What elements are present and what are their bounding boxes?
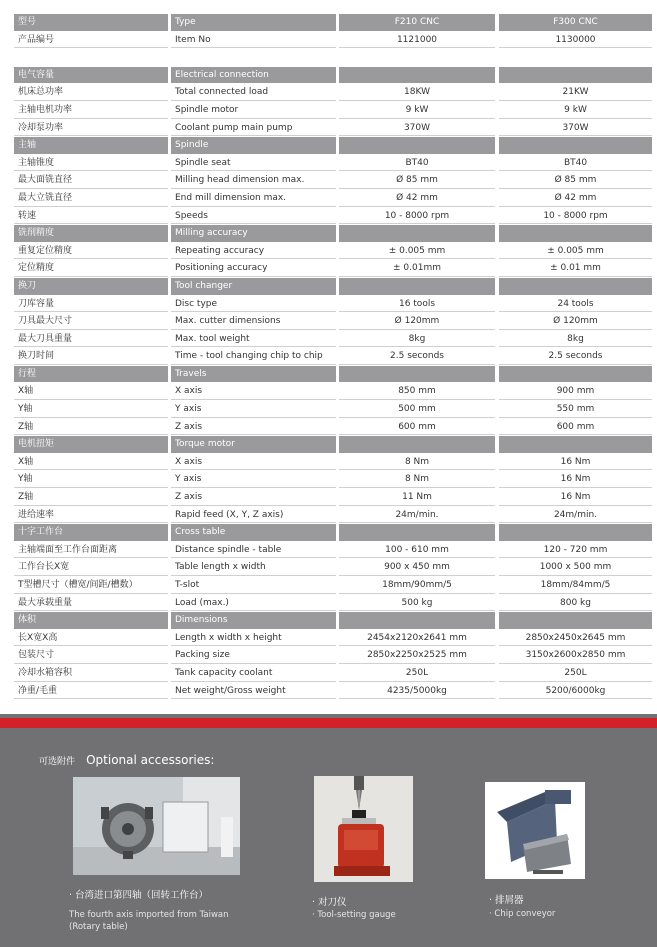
spec-label-en: Coolant pump main pump: [171, 120, 336, 137]
spec-label-cn: 最大面铣直径: [14, 172, 168, 189]
spec-row: [14, 630, 657, 648]
spec-row: [14, 84, 657, 102]
spec-label-cn: 主轴锥度: [14, 155, 168, 172]
spec-value-f210: [339, 137, 495, 154]
spec-row: [14, 542, 657, 560]
spec-section-row: [14, 67, 657, 85]
spec-value-f210: [339, 67, 495, 84]
spec-label-en: Length x width x height: [171, 630, 336, 647]
spec-value-f210: [339, 436, 495, 453]
spec-value-f210: 9 kW: [339, 102, 495, 119]
spec-value-f210: [339, 49, 495, 66]
spec-value-f210: 100 - 610 mm: [339, 542, 495, 559]
spec-label-en: Milling head dimension max.: [171, 172, 336, 189]
spec-label-cn: 行程: [14, 366, 168, 383]
spec-value-f300: [499, 612, 652, 629]
spec-label-cn: 包装尺寸: [14, 647, 168, 664]
spec-section-row: [14, 436, 657, 454]
accessory-3-en: · Chip conveyor: [489, 909, 556, 919]
spec-value-f210: 16 tools: [339, 296, 495, 313]
accessory-1-en-line1: The fourth axis imported from Taiwan: [69, 910, 229, 920]
spec-value-f300: 3150x2600x2850 mm: [499, 647, 652, 664]
accessories-title-cn: 可选附件: [39, 757, 76, 767]
spec-label-en: Spindle: [171, 137, 336, 154]
spec-value-f300: 24m/min.: [499, 507, 652, 524]
accessory-3-cn: · 排屑器: [489, 895, 524, 906]
spec-label-en: End mill dimension max.: [171, 190, 336, 207]
spec-value-f210: ± 0.005 mm: [339, 243, 495, 260]
spec-value-f300: 8kg: [499, 331, 652, 348]
spec-row: [14, 507, 657, 525]
spec-label-cn: 最大承载重量: [14, 595, 168, 612]
spec-label-en: Time - tool changing chip to chip: [171, 348, 336, 365]
spec-label-en: Tool changer: [171, 278, 336, 295]
spec-label-cn: 最大立铣直径: [14, 190, 168, 207]
spec-value-f300: 18mm/84mm/5: [499, 577, 652, 594]
spec-label-en: Speeds: [171, 208, 336, 225]
spec-label-cn: Y轴: [14, 401, 168, 418]
spec-label-en: Torque motor: [171, 436, 336, 453]
spec-value-f300: 5200/6000kg: [499, 683, 652, 700]
spec-label-en: Repeating accuracy: [171, 243, 336, 260]
spec-row: [14, 559, 657, 577]
spec-label-en: Positioning accuracy: [171, 260, 336, 277]
spec-value-f300: [499, 524, 652, 541]
rotary-table-image: [73, 777, 240, 875]
spec-value-f300: 16 Nm: [499, 454, 652, 471]
spec-value-f210: Ø 120mm: [339, 313, 495, 330]
spec-label-en: Spindle seat: [171, 155, 336, 172]
spec-row: [14, 208, 657, 226]
spec-value-f300: 370W: [499, 120, 652, 137]
spec-label-cn: 最大刀具重量: [14, 331, 168, 348]
spec-label-cn: 刀库容量: [14, 296, 168, 313]
spec-value-f300: 2850x2450x2645 mm: [499, 630, 652, 647]
spec-value-f300: 120 - 720 mm: [499, 542, 652, 559]
spec-row: [14, 401, 657, 419]
spec-label-en: Y axis: [171, 401, 336, 418]
spec-row: [14, 155, 657, 173]
spec-value-f300: 2.5 seconds: [499, 348, 652, 365]
spec-section-row: [14, 225, 657, 243]
spec-row: [14, 190, 657, 208]
spec-value-f210: 850 mm: [339, 383, 495, 400]
spec-value-f210: [339, 524, 495, 541]
spec-value-f210: 2850x2250x2525 mm: [339, 647, 495, 664]
spec-label-en: X axis: [171, 454, 336, 471]
spec-value-f300: 1130000: [499, 32, 652, 49]
spec-value-f300: 16 Nm: [499, 489, 652, 506]
accessory-2-cn: · 对刀仪: [312, 897, 347, 908]
spec-label-en: Rapid feed (X, Y, Z axis): [171, 507, 336, 524]
spec-row: [14, 172, 657, 190]
spec-row: [14, 32, 657, 50]
spec-row: [14, 471, 657, 489]
spec-label-en: Z axis: [171, 489, 336, 506]
spec-row: [14, 102, 657, 120]
spec-value-f210: 600 mm: [339, 419, 495, 436]
spec-value-f210: [339, 225, 495, 242]
spec-value-f300: [499, 49, 652, 66]
spec-label-cn: 换刀时间: [14, 348, 168, 365]
spec-row: [14, 313, 657, 331]
spec-label-en: Travels: [171, 366, 336, 383]
spec-value-f210: [339, 278, 495, 295]
spec-row: [14, 49, 657, 67]
spec-value-f300: 24 tools: [499, 296, 652, 313]
spec-row: [14, 383, 657, 401]
spec-row: [14, 665, 657, 683]
spec-label-en: X axis: [171, 383, 336, 400]
spec-value-f300: 10 - 8000 rpm: [499, 208, 652, 225]
spec-value-f210: F210 CNC: [339, 14, 495, 31]
spec-value-f210: 8kg: [339, 331, 495, 348]
spec-value-f300: 800 kg: [499, 595, 652, 612]
spec-row: [14, 595, 657, 613]
spec-label-cn: T型槽尺寸（槽宽/间距/槽数）: [14, 577, 168, 594]
spec-value-f300: [499, 137, 652, 154]
spec-label-cn: 电机扭矩: [14, 436, 168, 453]
spec-value-f300: ± 0.005 mm: [499, 243, 652, 260]
accessory-1-cn: · 台湾进口第四轴（回转工作台）: [69, 890, 209, 901]
spec-label-en: Cross table: [171, 524, 336, 541]
spec-value-f210: 4235/5000kg: [339, 683, 495, 700]
spec-label-cn: 转速: [14, 208, 168, 225]
spec-value-f300: 1000 x 500 mm: [499, 559, 652, 576]
spec-value-f210: 11 Nm: [339, 489, 495, 506]
spec-value-f210: 500 mm: [339, 401, 495, 418]
spec-section-row: [14, 524, 657, 542]
spec-value-f210: 250L: [339, 665, 495, 682]
spec-value-f210: 1121000: [339, 32, 495, 49]
spec-label-cn: 体积: [14, 612, 168, 629]
spec-value-f210: 2.5 seconds: [339, 348, 495, 365]
spec-label-en: Y axis: [171, 471, 336, 488]
spec-label-en: Z axis: [171, 419, 336, 436]
spec-row: [14, 296, 657, 314]
spec-value-f300: [499, 67, 652, 84]
spec-value-f300: [499, 225, 652, 242]
spec-value-f300: [499, 366, 652, 383]
spec-label-en: Item No: [171, 32, 336, 49]
spec-row: [14, 348, 657, 366]
spec-row: [14, 260, 657, 278]
spec-value-f300: Ø 120mm: [499, 313, 652, 330]
spec-label-en: Table length x width: [171, 559, 336, 576]
spec-value-f210: 370W: [339, 120, 495, 137]
spec-label-en: Max. tool weight: [171, 331, 336, 348]
red-accent-bar: [0, 718, 657, 728]
spec-value-f300: F300 CNC: [499, 14, 652, 31]
accessories-title: [39, 749, 214, 768]
spec-value-f300: 550 mm: [499, 401, 652, 418]
spec-value-f210: 8 Nm: [339, 471, 495, 488]
spec-label-en: Packing size: [171, 647, 336, 664]
spec-value-f210: 2454x2120x2641 mm: [339, 630, 495, 647]
spec-label-cn: Z轴: [14, 419, 168, 436]
spec-label-cn: 十字工作台: [14, 524, 168, 541]
spec-label-cn: 冷却水箱容积: [14, 665, 168, 682]
spec-label-en: Dimensions: [171, 612, 336, 629]
spec-value-f300: 900 mm: [499, 383, 652, 400]
spec-label-cn: 进给速率: [14, 507, 168, 524]
spec-value-f210: 8 Nm: [339, 454, 495, 471]
spec-table: [14, 14, 657, 700]
spec-value-f300: BT40: [499, 155, 652, 172]
spec-label-en: Milling accuracy: [171, 225, 336, 242]
spec-label-cn: 换刀: [14, 278, 168, 295]
spec-value-f210: 10 - 8000 rpm: [339, 208, 495, 225]
spec-value-f300: 21KW: [499, 84, 652, 101]
spec-value-f300: Ø 85 mm: [499, 172, 652, 189]
spec-section-row: [14, 137, 657, 155]
spec-label-cn: 型号: [14, 14, 168, 31]
spec-section-row: [14, 14, 657, 32]
accessory-2-en: · Tool-setting gauge: [312, 910, 396, 920]
spec-value-f210: [339, 612, 495, 629]
spec-label-cn: 主轴电机功率: [14, 102, 168, 119]
spec-label-cn: 重复定位精度: [14, 243, 168, 260]
spec-label-en: [171, 49, 336, 66]
chip-conveyor-image: [485, 782, 585, 879]
spec-value-f210: 500 kg: [339, 595, 495, 612]
spec-label-cn: 主轴端面至工作台面距离: [14, 542, 168, 559]
spec-row: [14, 683, 657, 701]
spec-label-cn: 刀具最大尺寸: [14, 313, 168, 330]
spec-row: [14, 577, 657, 595]
spec-label-cn: Y轴: [14, 471, 168, 488]
accessories-title-en: Optional accessories:: [86, 753, 215, 767]
spec-label-en: Type: [171, 14, 336, 31]
spec-label-cn: 产品编号: [14, 32, 168, 49]
spec-row: [14, 331, 657, 349]
spec-label-en: Spindle motor: [171, 102, 336, 119]
accessory-1-en-line2: (Rotary table): [69, 922, 128, 932]
spec-section-row: [14, 366, 657, 384]
spec-label-cn: 工作台长X宽: [14, 559, 168, 576]
spec-label-cn: Z轴: [14, 489, 168, 506]
spec-label-cn: 机床总功率: [14, 84, 168, 101]
spec-value-f300: Ø 42 mm: [499, 190, 652, 207]
spec-value-f210: Ø 85 mm: [339, 172, 495, 189]
spec-label-cn: 主轴: [14, 137, 168, 154]
spec-value-f300: 250L: [499, 665, 652, 682]
spec-label-en: Tank capacity coolant: [171, 665, 336, 682]
spec-row: [14, 243, 657, 261]
spec-value-f300: 16 Nm: [499, 471, 652, 488]
spec-label-cn: 定位精度: [14, 260, 168, 277]
spec-row: [14, 647, 657, 665]
tool-setting-gauge-image: [314, 776, 413, 882]
spec-label-cn: 长X宽X高: [14, 630, 168, 647]
spec-label-en: Max. cutter dimensions: [171, 313, 336, 330]
spec-value-f210: 18mm/90mm/5: [339, 577, 495, 594]
spec-label-cn: X轴: [14, 383, 168, 400]
spec-label-en: Load (max.): [171, 595, 336, 612]
spec-row: [14, 419, 657, 437]
spec-value-f210: ± 0.01mm: [339, 260, 495, 277]
spec-label-cn: 电气容量: [14, 67, 168, 84]
spec-label-en: Electrical connection: [171, 67, 336, 84]
spec-label-cn: 冷却泵功率: [14, 120, 168, 137]
spec-label-cn: 净重/毛重: [14, 683, 168, 700]
spec-label-cn: X轴: [14, 454, 168, 471]
spec-value-f300: [499, 278, 652, 295]
spec-value-f210: 18KW: [339, 84, 495, 101]
spec-row: [14, 120, 657, 138]
spec-label-en: Net weight/Gross weight: [171, 683, 336, 700]
spec-row: [14, 489, 657, 507]
spec-row: [14, 454, 657, 472]
spec-value-f210: 24m/min.: [339, 507, 495, 524]
spec-value-f210: BT40: [339, 155, 495, 172]
spec-value-f210: Ø 42 mm: [339, 190, 495, 207]
spec-label-cn: 铣削精度: [14, 225, 168, 242]
spec-value-f300: [499, 436, 652, 453]
spec-label-cn: [14, 49, 168, 66]
spec-label-en: Distance spindle - table: [171, 542, 336, 559]
spec-label-en: Total connected load: [171, 84, 336, 101]
spec-section-row: [14, 278, 657, 296]
spec-label-en: Disc type: [171, 296, 336, 313]
spec-value-f300: 600 mm: [499, 419, 652, 436]
spec-value-f210: 900 x 450 mm: [339, 559, 495, 576]
spec-section-row: [14, 612, 657, 630]
spec-value-f300: ± 0.01 mm: [499, 260, 652, 277]
spec-value-f210: [339, 366, 495, 383]
spec-value-f300: 9 kW: [499, 102, 652, 119]
spec-label-en: T-slot: [171, 577, 336, 594]
